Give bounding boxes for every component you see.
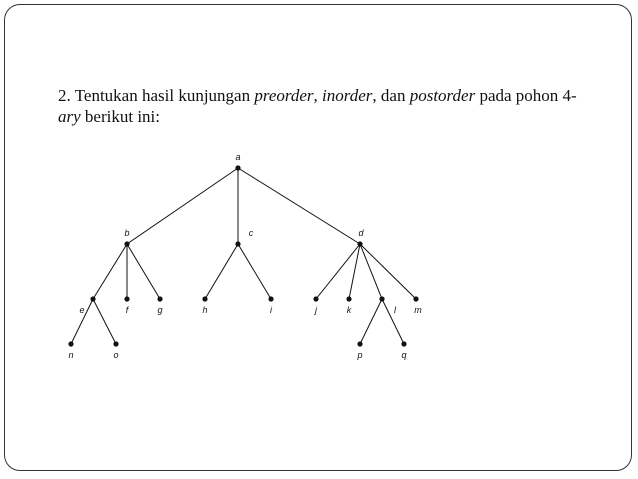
node-label-h: h (202, 305, 208, 315)
edge-c-i (238, 244, 271, 299)
node-a (235, 165, 240, 170)
edge-d-j (316, 244, 360, 299)
question-text-part: berikut ini: (84, 107, 160, 126)
term-preorder: preorder (254, 86, 314, 105)
edge-b-e (93, 244, 127, 299)
node-e (90, 296, 95, 301)
node-label-e: e (79, 305, 85, 315)
node-l (379, 296, 384, 301)
edge-e-o (93, 299, 116, 344)
question-text-part: pada pohon 4- (479, 86, 577, 105)
edge-d-m (360, 244, 416, 299)
node-label-f: f (125, 305, 129, 315)
node-p (357, 341, 362, 346)
question-number: 2. (58, 86, 71, 105)
node-c (235, 241, 240, 246)
node-k (346, 296, 351, 301)
edge-b-g (127, 244, 160, 299)
question-separator: , dan (372, 86, 406, 105)
node-q (401, 341, 406, 346)
node-g (157, 296, 162, 301)
node-o (113, 341, 118, 346)
node-m (413, 296, 418, 301)
node-b (124, 241, 129, 246)
node-j (313, 296, 318, 301)
tree-edges (71, 168, 416, 344)
term-inorder: inorder (322, 86, 373, 105)
node-label-j: j (315, 305, 317, 315)
edge-c-h (205, 244, 238, 299)
term-postorder: postorder (409, 86, 476, 105)
node-i (268, 296, 273, 301)
term-ary: ary (58, 107, 81, 126)
edge-a-b (127, 168, 238, 244)
node-label-k: k (346, 305, 352, 315)
node-label-q: q (401, 350, 407, 360)
node-label-d: d (358, 228, 364, 238)
question-text-part: Tentukan hasil kunjungan (74, 86, 251, 105)
node-n (68, 341, 73, 346)
node-label-b: b (124, 228, 130, 238)
edge-l-p (360, 299, 382, 344)
node-f (124, 296, 129, 301)
node-label-l: l (394, 305, 396, 315)
question-separator: , (313, 86, 318, 105)
node-label-n: n (68, 350, 74, 360)
node-label-c: c (248, 228, 254, 238)
node-label-m: m (414, 305, 422, 315)
node-label-i: i (270, 305, 272, 315)
node-h (202, 296, 207, 301)
node-label-o: o (113, 350, 119, 360)
node-label-p: p (357, 350, 363, 360)
node-label-a: a (235, 152, 241, 162)
edge-l-q (382, 299, 404, 344)
edge-d-l (360, 244, 382, 299)
edge-d-k (349, 244, 360, 299)
node-label-g: g (157, 305, 163, 315)
node-d (357, 241, 362, 246)
edge-a-d (238, 168, 360, 244)
